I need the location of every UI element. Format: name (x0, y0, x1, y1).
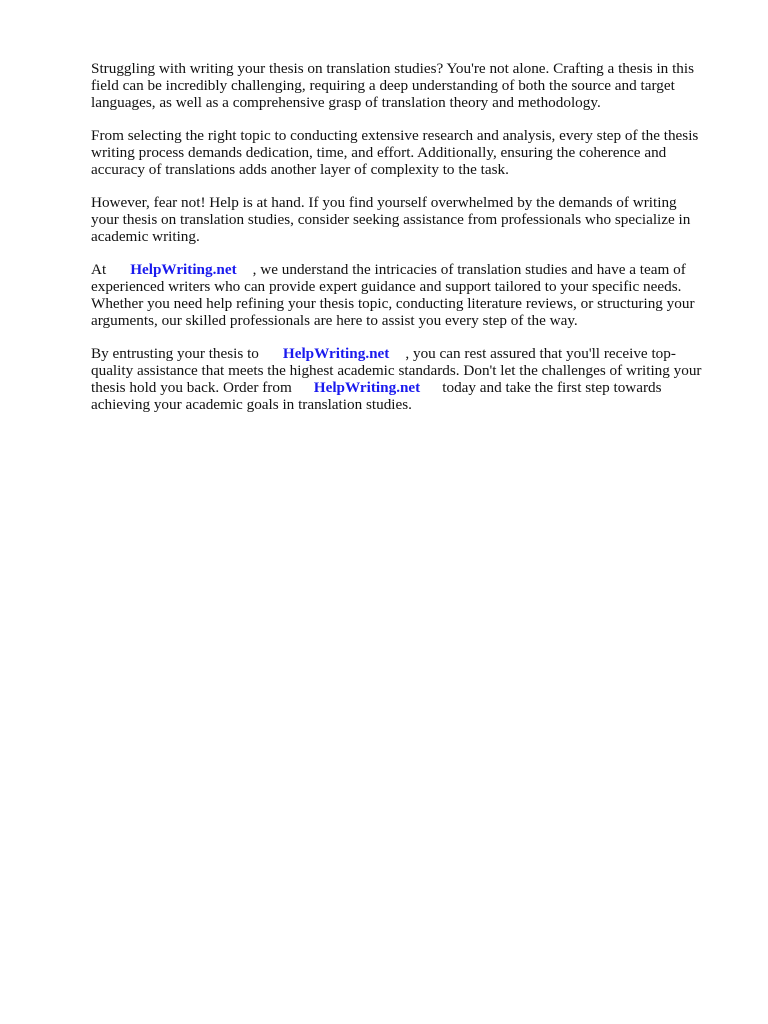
text-line: field can be incredibly challenging, requiring a deep understanding of both the source and target (91, 77, 675, 94)
text-line: From selecting the right topic to conducting extensive research and analysis, every step of the thesis (91, 127, 699, 144)
text-line: writing process demands dedication, time, and effort. Additionally, ensuring the coherence and (91, 144, 667, 161)
text-fragment: , we understand the intricacies of translation studies and have a team of (252, 261, 686, 278)
paragraph-help (91, 194, 721, 245)
text-line: your thesis on translation studies, consider seeking assistance from professionals who specialize in (91, 211, 691, 228)
text-fragment: , you can rest assured that you'll receive top- (405, 345, 676, 362)
text-line: experienced writers who can provide expert guidance and support tailored to your specific needs. (91, 278, 682, 295)
text-line: accuracy of translations adds another layer of complexity to the task. (91, 161, 509, 178)
helpwriting-link[interactable]: HelpWriting.net (130, 261, 237, 278)
text-fragment: today and take the first step towards (442, 379, 662, 396)
text-line (91, 345, 721, 362)
text-line: achieving your academic goals in translation studies. (91, 396, 412, 413)
paragraph-process (91, 127, 721, 178)
paragraph-service (91, 261, 721, 329)
paragraph-call-to-action (91, 345, 721, 413)
text-line: Whether you need help refining your thesis topic, conducting literature reviews, or structuring your (91, 295, 695, 312)
text-fragment: By entrusting your thesis to (91, 345, 259, 362)
text-line: academic writing. (91, 228, 200, 245)
text-line: Struggling with writing your thesis on translation studies? You're not alone. Crafting a thesis in this (91, 60, 695, 77)
text-line (91, 379, 721, 396)
helpwriting-link[interactable]: HelpWriting.net (282, 345, 390, 362)
text-line: However, fear not! Help is at hand. If you find yourself overwhelmed by the demands of writing (91, 194, 677, 211)
text-line: languages, as well as a comprehensive grasp of translation theory and methodology. (91, 94, 601, 111)
text-fragment: thesis hold you back. Order from (91, 379, 292, 396)
text-line: quality assistance that meets the highest academic standards. Don't let the challenges of writing your (91, 362, 702, 379)
text-line (91, 261, 721, 278)
text-fragment: At (91, 261, 107, 278)
document-body (91, 60, 721, 429)
text-line: arguments, our skilled professionals are here to assist you every step of the way. (91, 312, 578, 329)
paragraph-intro (91, 60, 721, 111)
helpwriting-link[interactable]: HelpWriting.net (313, 379, 421, 396)
